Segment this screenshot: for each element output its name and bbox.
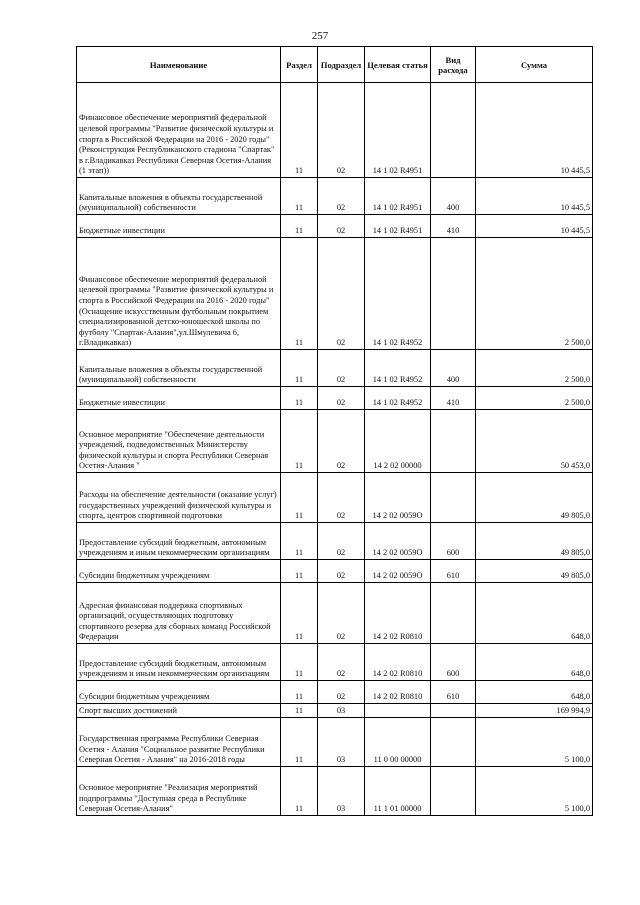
row-sum: 5 100,0: [476, 718, 593, 767]
row-name: Предоставление субсидий бюджетным, автономным учреждениям и иным некоммерческим организациям: [77, 644, 281, 681]
row-sum: 50 453,0: [476, 410, 593, 473]
row-section: 11: [281, 644, 318, 681]
row-target: 14 1 02 R4951: [365, 178, 431, 215]
row-kind: [431, 583, 476, 644]
row-subsection: 02: [318, 681, 365, 704]
row-name: Расходы на обеспечение деятельности (оказание услуг) государственных учреждений физической культуры и спорта, центров спортивной подготовки: [77, 473, 281, 523]
row-section: 11: [281, 215, 318, 238]
row-sum: 5 100,0: [476, 767, 593, 816]
row-target: 14 2 02 R0810: [365, 644, 431, 681]
row-section: 11: [281, 583, 318, 644]
row-target: 14 1 02 R4952: [365, 238, 431, 350]
table-row: [77, 387, 593, 410]
row-kind: 410: [431, 387, 476, 410]
row-name: Основное мероприятие "Обеспечение деятельности учреждений, подведомственных Министерству физической культуры и спорта Республики Северная Осетия-Алания ": [77, 410, 281, 473]
row-section: 11: [281, 718, 318, 767]
table-row: [77, 583, 593, 644]
row-subsection: 03: [318, 767, 365, 816]
row-name: Государственная программа Республики Северная Осетия - Алания "Социальное развитие Республики Северная Осетия - Алания" на 2016-2018 годы: [77, 718, 281, 767]
row-section: 11: [281, 387, 318, 410]
header-section: Раздел: [281, 47, 318, 83]
table-row: [77, 238, 593, 350]
row-sum: 2 500,0: [476, 350, 593, 387]
table-row: [77, 681, 593, 704]
row-kind: 600: [431, 523, 476, 560]
row-target: 14 2 02 0059О: [365, 560, 431, 583]
table-row: [77, 473, 593, 523]
row-target: 14 1 02 R4951: [365, 215, 431, 238]
row-name: Капитальные вложения в объекты государственной (муниципальной) собственности: [77, 178, 281, 215]
row-sum: 2 500,0: [476, 238, 593, 350]
row-subsection: 03: [318, 704, 365, 718]
row-kind: [431, 83, 476, 178]
table-row: [77, 767, 593, 816]
row-kind: 410: [431, 215, 476, 238]
row-kind: 400: [431, 350, 476, 387]
row-kind: 610: [431, 681, 476, 704]
page-number: 257: [311, 30, 329, 42]
header-name: Наименование: [77, 47, 281, 83]
row-name: Адресная финансовая поддержка спортивных организаций, осуществляющих подготовку спортивного резерва для сборных команд Российской Федерации: [77, 583, 281, 644]
row-kind: [431, 767, 476, 816]
row-kind: [431, 718, 476, 767]
row-subsection: 02: [318, 178, 365, 215]
row-sum: 10 445,5: [476, 178, 593, 215]
row-sum: 648,0: [476, 644, 593, 681]
row-name: Предоставление субсидий бюджетным, автономным учреждениям и иным некоммерческим организациям: [77, 523, 281, 560]
row-section: 11: [281, 767, 318, 816]
row-section: 11: [281, 681, 318, 704]
header-subsection: Подраздел: [318, 47, 365, 83]
row-kind: [431, 238, 476, 350]
row-name: Капитальные вложения в объекты государственной (муниципальной) собственности: [77, 350, 281, 387]
row-kind: [431, 704, 476, 718]
row-target: 14 2 02 00000: [365, 410, 431, 473]
row-subsection: 02: [318, 387, 365, 410]
row-subsection: 03: [318, 718, 365, 767]
row-kind: [431, 473, 476, 523]
row-target: 14 2 02 R0810: [365, 583, 431, 644]
row-target: 11 0 00 00000: [365, 718, 431, 767]
row-subsection: 02: [318, 583, 365, 644]
row-name: Бюджетные инвестиции: [77, 215, 281, 238]
row-section: 11: [281, 560, 318, 583]
row-sum: 648,0: [476, 681, 593, 704]
row-kind: 600: [431, 644, 476, 681]
table-header-row: [77, 47, 593, 83]
row-section: 11: [281, 83, 318, 178]
row-section: 11: [281, 178, 318, 215]
row-kind: [431, 410, 476, 473]
row-sum: 49 805,0: [476, 523, 593, 560]
row-kind: 400: [431, 178, 476, 215]
row-name: Финансовое обеспечение мероприятий федеральной целевой программы "Развитие физической культуры и спорта в Российской Федерации на 2016 - 2020 годы" (Реконструкция Республиканского стадиона "Спартак" в г.Владикавказ Республики Северная Осетия-Алания (1 этап)): [77, 83, 281, 178]
row-name: Субсидии бюджетным учреждениям: [77, 560, 281, 583]
row-section: 11: [281, 704, 318, 718]
row-section: 11: [281, 410, 318, 473]
row-kind: 610: [431, 560, 476, 583]
row-name: Бюджетные инвестиции: [77, 387, 281, 410]
row-target: [365, 704, 431, 718]
row-section: 11: [281, 238, 318, 350]
header-target: Целевая статья: [365, 47, 431, 83]
row-subsection: 02: [318, 644, 365, 681]
row-sum: 169 994,9: [476, 704, 593, 718]
table-row: [77, 215, 593, 238]
table-row: [77, 644, 593, 681]
row-name: Основное мероприятие "Реализация мероприятий подпрограммы "Доступная среда в Республике Северная Осетия-Алания": [77, 767, 281, 816]
row-target: 14 2 02 0059О: [365, 523, 431, 560]
row-sum: 648,0: [476, 583, 593, 644]
row-subsection: 02: [318, 473, 365, 523]
table-row: [77, 718, 593, 767]
row-subsection: 02: [318, 215, 365, 238]
row-subsection: 02: [318, 523, 365, 560]
table-row: [77, 560, 593, 583]
row-section: 11: [281, 350, 318, 387]
header-kind: Вид расхода: [431, 47, 476, 83]
table-row: [77, 523, 593, 560]
row-name: Спорт высших достижений: [77, 704, 281, 718]
row-subsection: 02: [318, 238, 365, 350]
header-sum: Сумма: [476, 47, 593, 83]
row-target: 14 2 02 0059О: [365, 473, 431, 523]
row-sum: 10 445,5: [476, 215, 593, 238]
budget-table: [76, 46, 593, 816]
row-section: 11: [281, 473, 318, 523]
row-target: 14 2 02 R0810: [365, 681, 431, 704]
row-subsection: 02: [318, 410, 365, 473]
row-target: 11 1 01 00000: [365, 767, 431, 816]
row-sum: 10 445,5: [476, 83, 593, 178]
row-subsection: 02: [318, 83, 365, 178]
table-row: [77, 410, 593, 473]
row-target: 14 1 02 R4951: [365, 83, 431, 178]
row-sum: 49 805,0: [476, 560, 593, 583]
table-row: [77, 178, 593, 215]
row-sum: 49 805,0: [476, 473, 593, 523]
table-row: [77, 83, 593, 178]
row-target: 14 1 02 R4952: [365, 350, 431, 387]
row-subsection: 02: [318, 350, 365, 387]
table-row: [77, 704, 593, 718]
row-target: 14 1 02 R4952: [365, 387, 431, 410]
table-row: [77, 350, 593, 387]
row-name: Субсидии бюджетным учреждениям: [77, 681, 281, 704]
row-name: Финансовое обеспечение мероприятий федеральной целевой программы "Развитие физической культуры и спорта в Российской Федерации на 2016 - 2020 годы" (Оснащение искусственным футбольным покрытием специализированной детско-юношеской школы по футболу "Спартак-Алания",ул.Шмулевича 6, г.Владикавказ): [77, 238, 281, 350]
row-subsection: 02: [318, 560, 365, 583]
row-sum: 2 500,0: [476, 387, 593, 410]
row-section: 11: [281, 523, 318, 560]
